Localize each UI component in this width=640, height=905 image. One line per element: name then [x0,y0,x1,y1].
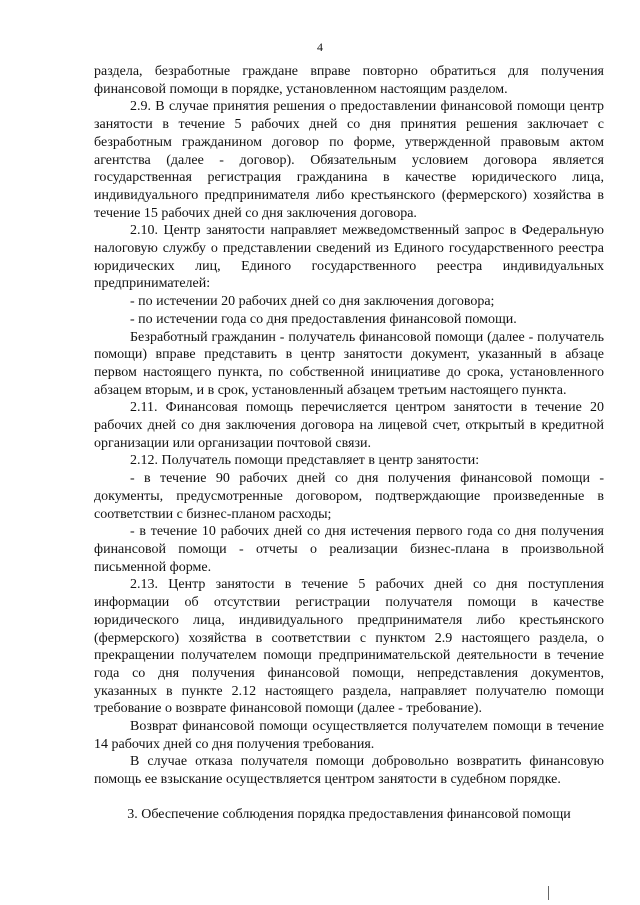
paragraph-refusal: В случае отказа получателя помощи добровольно возвратить финансовую помощь ее взыскание осуществляется центром занятости в судебном порядке. [94,754,604,788]
scan-mark [548,886,549,900]
section-heading: 3. Обеспечение соблюдения порядка предоставления финансовой помощи [127,807,571,822]
paragraph-recipient: Безработный гражданин - получатель финансовой помощи (далее - получатель помощи) вправе представить в центр занятости документ, указанный в абзаце первом настоящего пункта, по собственной инициативе до срока, установленного абзацем вторым, и в срок, установленный абзацем третьим настоящего пункта. [94,329,604,398]
list-item-20-days: - по истечении 20 рабочих дней со дня заключения договора; [130,294,495,310]
paragraph-2-11: 2.11. Финансовая помощь перечисляется центром занятости в течение 20 рабочих дней со дня заключения договора на лицевой счет, открытый в кредитной организации или организации почтовой связи. [94,400,604,451]
document-body [94,63,604,789]
list-item-90-days: - в течение 90 рабочих дней со дня получения финансовой помощи - документы, предусмотренные договором, подтверждающие произведенные в соответствии с бизнес-планом расходы; [94,471,604,522]
paragraph-2-13: 2.13. Центр занятости в течение 5 рабочих дней со дня поступления информации об отсутствии регистрации получателя помощи в качестве юридического лица, индивидуального предпринимателя либо крестьянского (фермерского) хозяйства в соответствии с пунктом 2.9 настоящего раздела, о прекращении получателем помощи предпринимательской деятельности в течение года со дня получения финансовой помощи, непредставления документов, указанных в пункте 2.12 настоящего раздела, направляет получателю помощи требование о возврате финансовой помощи (далее - требование). [94,577,604,717]
paragraph-2-12: 2.12. Получатель помощи представляет в центр занятости: [130,453,480,469]
list-item-one-year: - по истечении года со дня предоставления финансовой помощи. [130,311,517,327]
paragraph-2-9: 2.9. В случае принятия решения о предоставлении финансовой помощи центр занятости в течение 5 рабочих дней со дня принятия решения заключает с безработным гражданином договор по форме, утвержденной правовым актом агентства (далее - договор). Обязательным условием договора является государственная регистрация гражданина в качестве юридического лица, индивидуального предпринимателя либо крестьянского (фермерского) хозяйства в течение 15 рабочих дней со дня заключения договора. [94,99,604,221]
list-item-10-days: - в течение 10 рабочих дней со дня истечения первого года со дня получения финансовой помощи - отчеты о реализации бизнес-плана в произвольной письменной форме. [94,524,604,575]
paragraph-2-10: 2.10. Центр занятости направляет межведомственный запрос в Федеральную налоговую службу о представлении сведений из Единого государственного реестра юридических лиц, Единого государственного реестра индивидуальных предпринимателей: [94,223,604,292]
paragraph-continuation: раздела, безработные граждане вправе повторно обратиться для получения финансовой помощи в порядке, установленном настоящим разделом. [94,64,604,97]
paragraph-refund: Возврат финансовой помощи осуществляется получателем помощи в течение 14 рабочих дней со дня получения требования. [94,719,604,752]
page-number: 4 [317,40,323,54]
